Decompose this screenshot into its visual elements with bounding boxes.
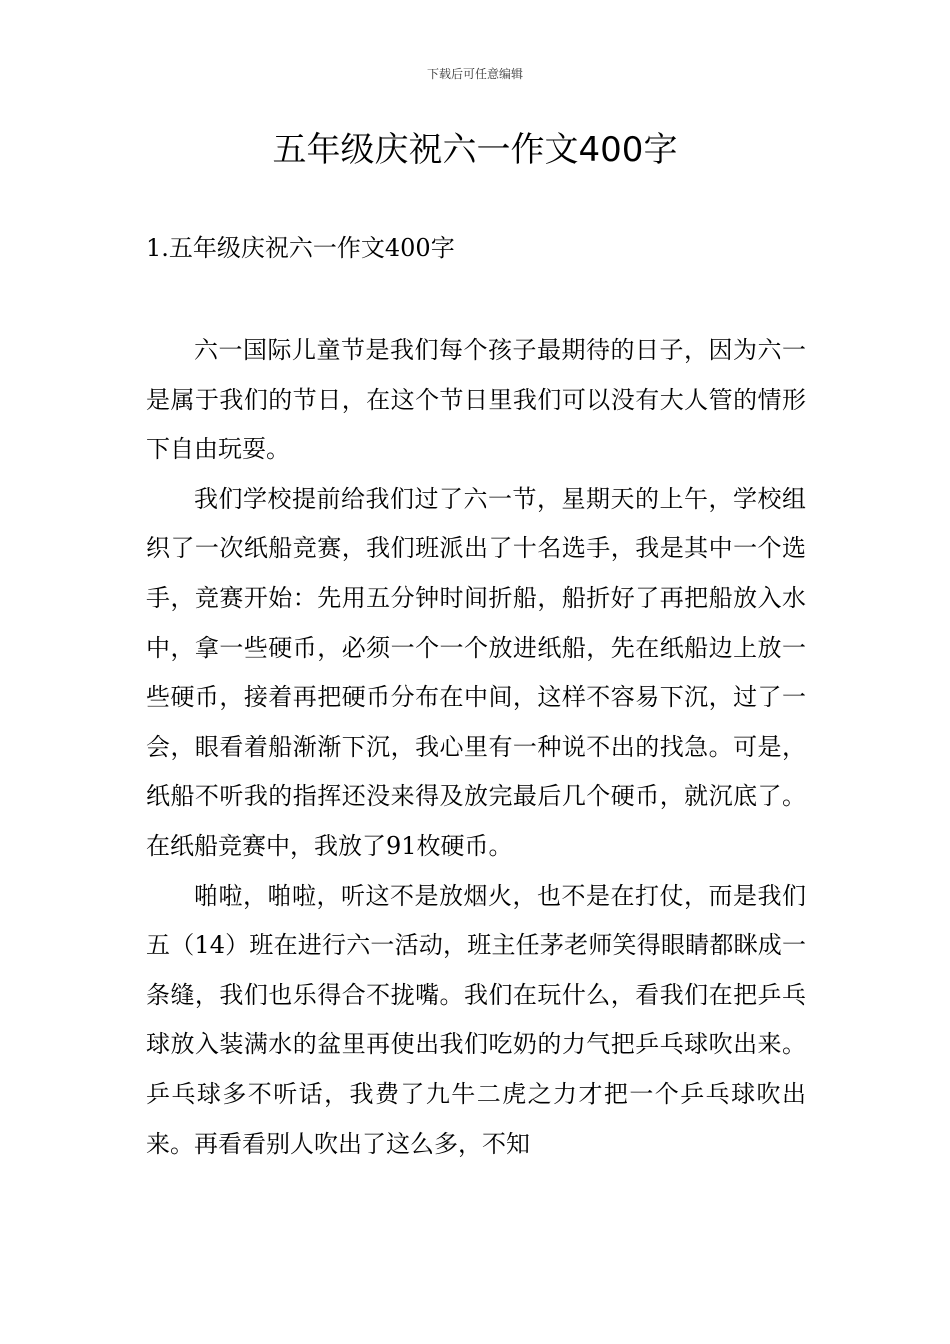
- section-heading: 1.五年级庆祝六一作文400字: [146, 234, 455, 262]
- header-note: 下载后可任意编辑: [426, 67, 523, 81]
- document-title: 五年级庆祝六一作文400字: [272, 130, 678, 170]
- document-body: [146, 326, 806, 1169]
- paragraph-1: 六一国际儿童节是我们每个孩子最期待的日子，因为六一是属于我们的节日，在这个节日里我们可以没有大人管的情形下自由玩耍。: [146, 336, 806, 464]
- paragraph-3: 啪啦，啪啦，听这不是放烟火，也不是在打仗，而是我们五（14）班在进行六一活动，班主任茅老师笑得眼睛都眯成一条缝，我们也乐得合不拢嘴。我们在玩什么，看我们在把乒乓球放入装满水的盆里再使出我们吃奶的力气把乒乓球吹出来。乒乓球多不听话，我费了九牛二虎之力才把一个乒乓球吹出来。再看看别人吹出了这么多，不知: [146, 881, 806, 1158]
- paragraph-2: 我们学校提前给我们过了六一节，星期天的上午，学校组织了一次纸船竞赛，我们班派出了十名选手，我是其中一个选手，竞赛开始：先用五分钟时间折船，船折好了再把船放入水中，拿一些硬币，必须一个一个放进纸船，先在纸船边上放一些硬币，接着再把硬币分布在中间，这样不容易下沉，过了一会，眼看着船渐渐下沉，我心里有一种说不出的找急。可是，纸船不听我的指挥还没来得及放完最后几个硬币，就沉底了。在纸船竞赛中，我放了91枚硬币。: [146, 484, 806, 860]
